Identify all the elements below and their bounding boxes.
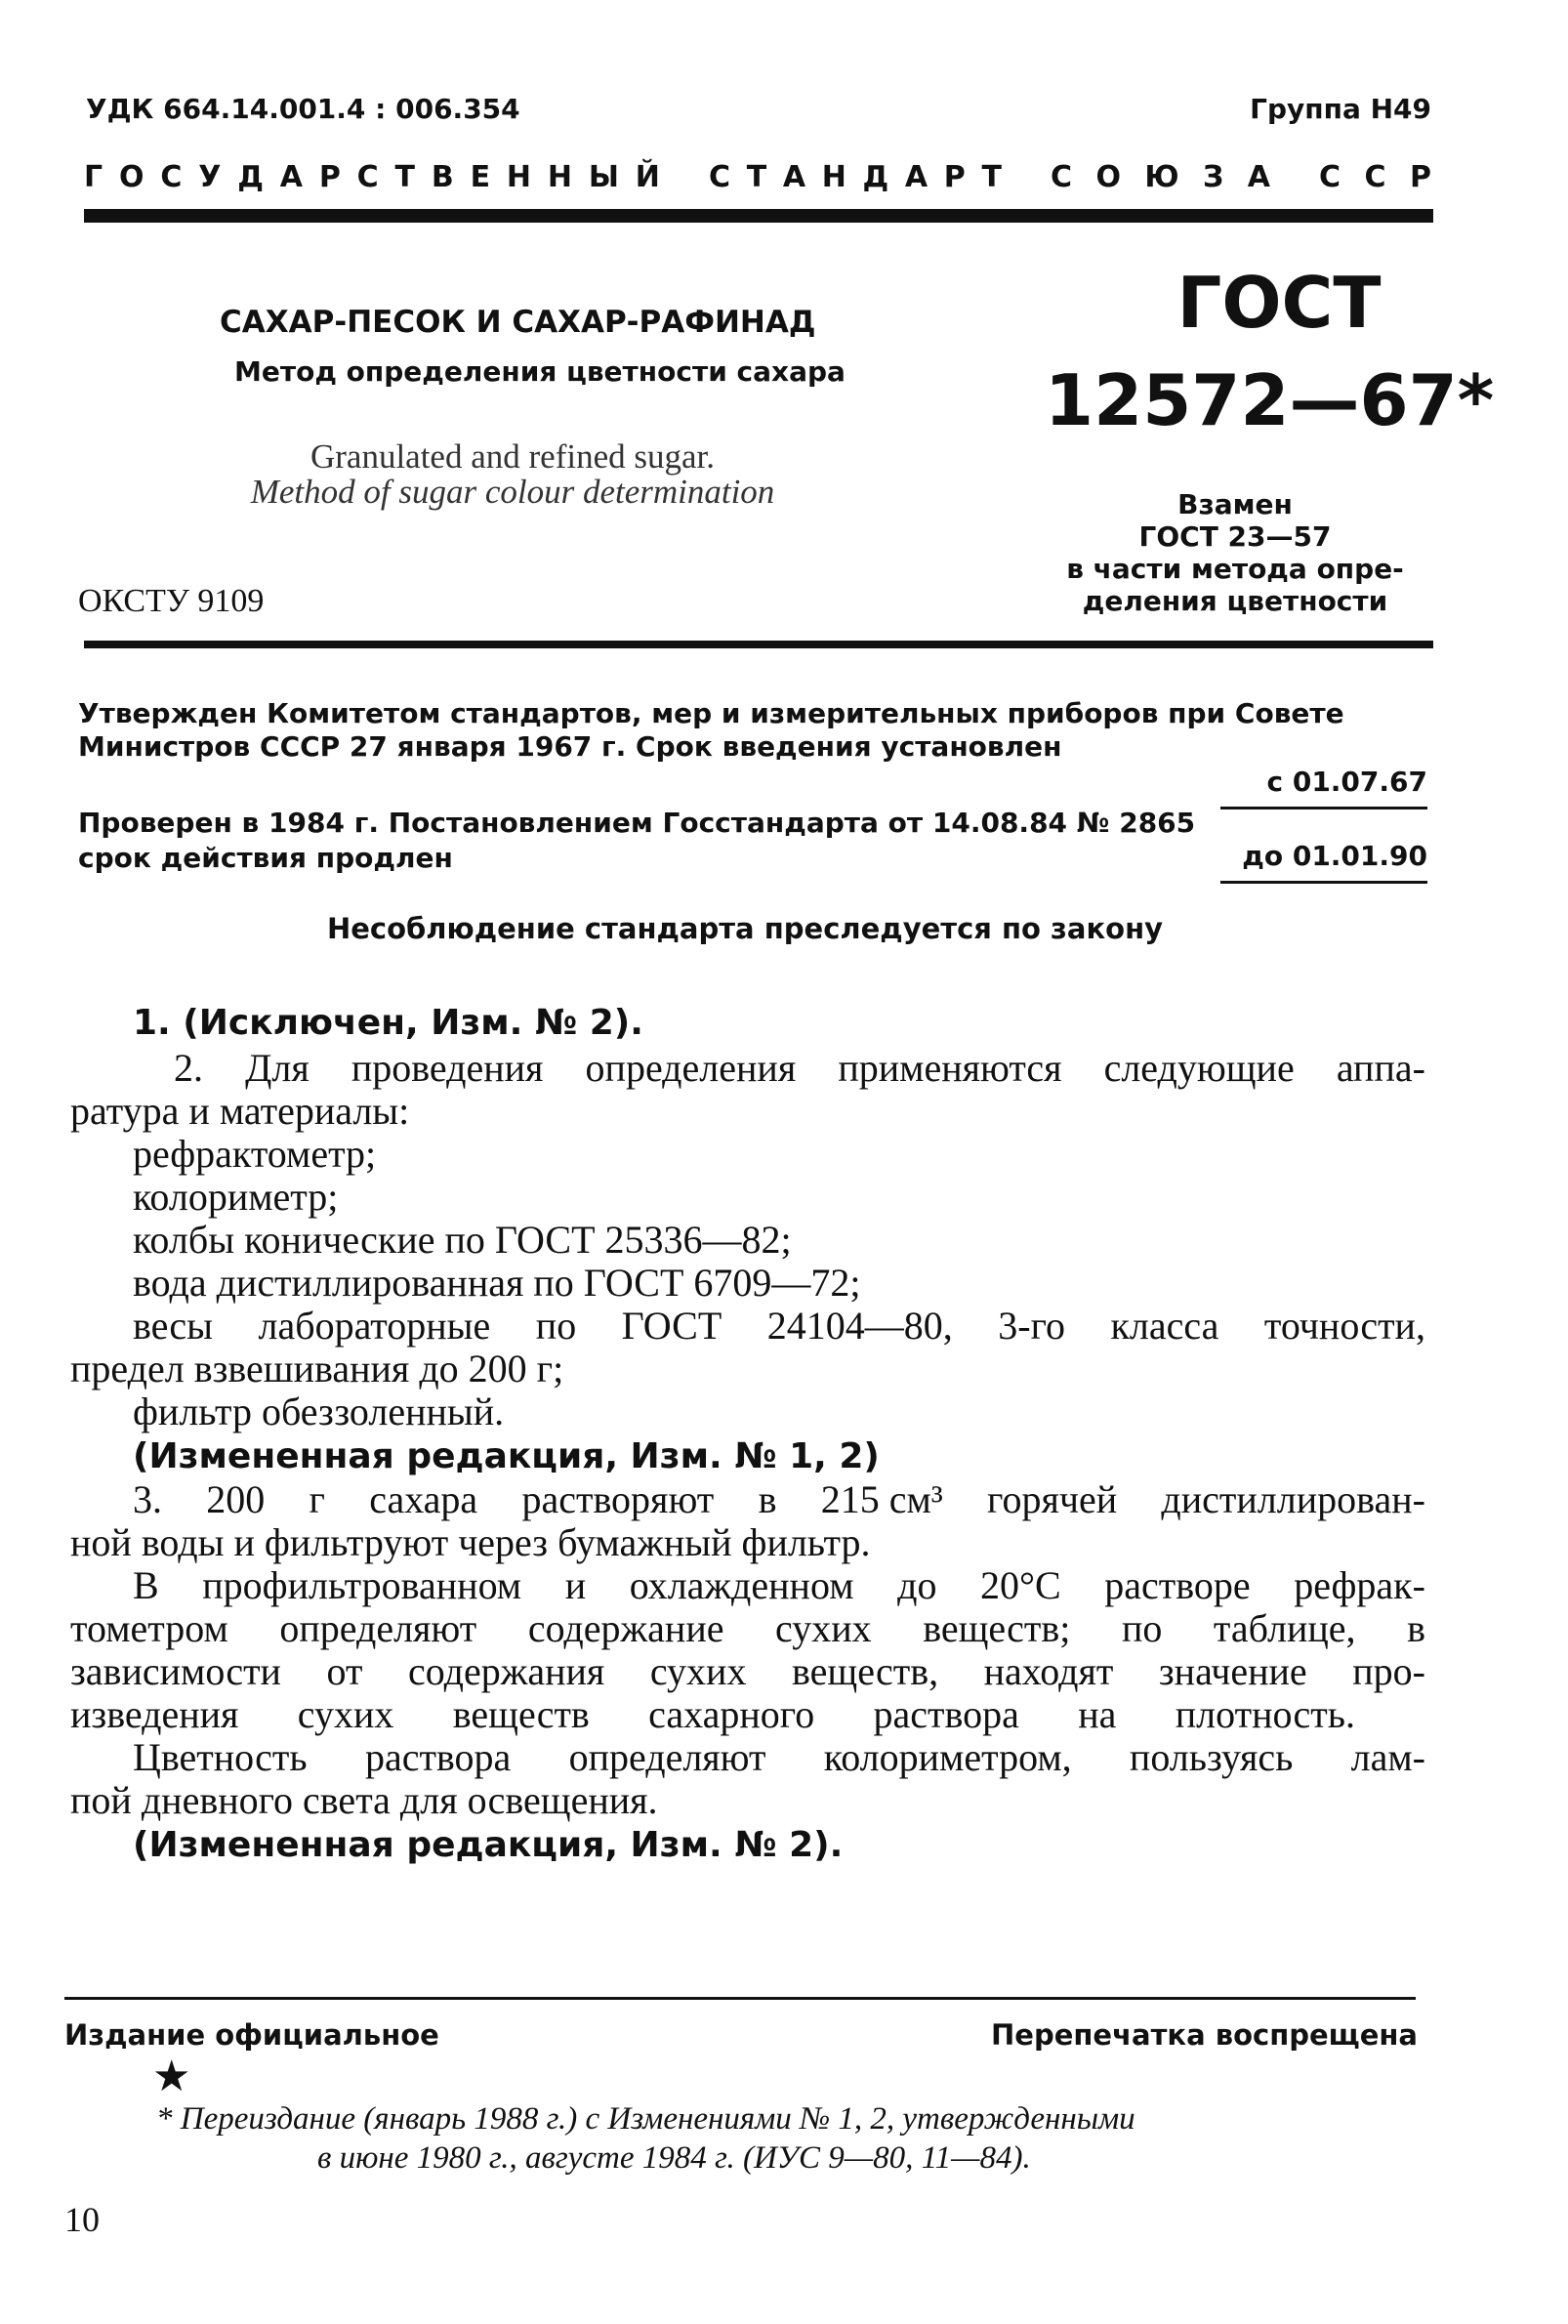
letter: Н bbox=[506, 160, 532, 194]
word: зависимости bbox=[70, 1649, 281, 1693]
word: аппа- bbox=[1336, 1046, 1425, 1090]
title-english: Granulated and refined sugar. bbox=[309, 437, 715, 476]
letter: А bbox=[782, 160, 806, 194]
equipment-item: колориметр; bbox=[133, 1175, 339, 1219]
letter: А bbox=[904, 160, 928, 194]
word: пользуясь bbox=[1129, 1735, 1294, 1779]
word: растворе bbox=[1104, 1563, 1251, 1607]
word: г bbox=[309, 1477, 325, 1521]
word: дистиллирован- bbox=[1161, 1477, 1425, 1521]
word: следующие bbox=[1103, 1046, 1295, 1090]
replaces-line: деления цветности bbox=[1082, 585, 1388, 617]
word: определяют bbox=[568, 1735, 766, 1779]
subtitle-english: Method of sugar colour determination bbox=[250, 473, 775, 511]
letter: Т bbox=[394, 160, 415, 194]
heading-word-1 bbox=[84, 160, 660, 194]
scales-line-1 bbox=[133, 1305, 1425, 1348]
word: точности, bbox=[1263, 1304, 1425, 1348]
replaces-line: ГОСТ 23—57 bbox=[1138, 520, 1332, 553]
word: содержания bbox=[407, 1649, 605, 1693]
letter: Ю bbox=[1144, 160, 1179, 194]
word: таблице, bbox=[1213, 1606, 1356, 1650]
word: Цветность bbox=[133, 1735, 308, 1779]
word: применяются bbox=[838, 1046, 1062, 1090]
word: веществ; bbox=[923, 1606, 1071, 1650]
word: 215 см³ bbox=[820, 1477, 943, 1521]
state-standard-heading bbox=[84, 160, 1431, 194]
word: в bbox=[1407, 1606, 1425, 1650]
word: класса bbox=[1110, 1304, 1219, 1348]
word: до bbox=[897, 1563, 937, 1607]
word: по bbox=[535, 1304, 577, 1348]
gost-number: 12572—67* bbox=[1045, 359, 1495, 441]
approval-line-1: Утвержден Комитетом стандартов, мер и измерительных приборов при Совете bbox=[78, 697, 1344, 729]
replaces-line: в части метода опре- bbox=[1066, 553, 1404, 585]
paragraph-5-line-2: пой дневного света для освещения. bbox=[70, 1778, 658, 1822]
reprint-prohibited-label: Перепечатка воспрещена bbox=[991, 2018, 1418, 2052]
letter: О bbox=[1095, 160, 1121, 194]
paragraph-2-line-1 bbox=[174, 1047, 1425, 1090]
word: находят bbox=[983, 1649, 1114, 1693]
letter: Ы bbox=[588, 160, 619, 194]
word: изведения bbox=[70, 1692, 239, 1736]
word: весы bbox=[133, 1304, 214, 1348]
paragraph-5-line-1 bbox=[133, 1736, 1425, 1779]
footer-rule bbox=[64, 1997, 1416, 2000]
replaces-note bbox=[1035, 488, 1435, 617]
letter: Т bbox=[981, 160, 1002, 194]
word: тометром bbox=[70, 1606, 228, 1650]
title-bottom-rule bbox=[84, 641, 1433, 648]
equipment-item: вода дистиллированная по ГОСТ 6709—72; bbox=[133, 1261, 861, 1305]
word: 24104—80, bbox=[766, 1304, 953, 1348]
word: охлажденном bbox=[629, 1563, 854, 1607]
letter: А bbox=[279, 160, 303, 194]
equipment-item-filter: фильтр обеззоленный. bbox=[133, 1390, 505, 1433]
letter: О bbox=[118, 160, 144, 194]
letter: А bbox=[1247, 160, 1270, 194]
letter: У bbox=[198, 160, 222, 194]
letter: Р bbox=[1410, 160, 1431, 194]
letter: Д bbox=[237, 160, 264, 194]
word: определяют bbox=[279, 1606, 477, 1650]
word: 20°С bbox=[980, 1563, 1061, 1607]
word: профильтрованном bbox=[202, 1563, 522, 1607]
word: колориметром, bbox=[823, 1735, 1072, 1779]
gost-label: ГОСТ bbox=[1176, 262, 1382, 344]
letter: С bbox=[160, 160, 183, 194]
word: сухих bbox=[775, 1606, 872, 1650]
equipment-item: колбы конические по ГОСТ 25336—82; bbox=[133, 1218, 792, 1262]
word: раствора bbox=[364, 1735, 512, 1779]
amendment-note-2: (Измененная редакция, Изм. № 2). bbox=[133, 1825, 844, 1865]
paragraph-4-line-1 bbox=[133, 1564, 1425, 1607]
letter: С bbox=[709, 160, 731, 194]
amendment-note-1: (Измененная редакция, Изм. № 1, 2) bbox=[133, 1436, 880, 1476]
letter: С bbox=[1051, 160, 1073, 194]
letter: С bbox=[1364, 160, 1386, 194]
word: проведения bbox=[351, 1046, 544, 1090]
word: на bbox=[1078, 1692, 1117, 1736]
word: В bbox=[133, 1563, 159, 1607]
word: и bbox=[564, 1563, 587, 1607]
official-edition-label: Издание официальное bbox=[64, 2018, 439, 2052]
header-thick-rule bbox=[84, 209, 1433, 223]
effective-date: с 01.07.67 bbox=[1220, 766, 1427, 809]
word: плотность. bbox=[1175, 1692, 1355, 1736]
paragraph-3-line-2: ной воды и фильтруют через бумажный фильтр. bbox=[70, 1520, 871, 1564]
word: веществ, bbox=[792, 1649, 939, 1693]
star-icon: ★ bbox=[152, 2053, 191, 2100]
paragraph-4-line-4 bbox=[70, 1693, 1355, 1736]
word: содержание bbox=[527, 1606, 724, 1650]
word: 3. bbox=[133, 1477, 162, 1521]
scales-line-2: предел взвешивания до 200 г; bbox=[70, 1347, 564, 1390]
footnote-line-2: в июне 1980 г., августе 1984 г. (ИУС 9—80, 11—84). bbox=[317, 2140, 1031, 2176]
word: значение bbox=[1158, 1649, 1307, 1693]
letter: Н bbox=[821, 160, 846, 194]
paragraph-3-line-1 bbox=[133, 1478, 1425, 1521]
letter: С bbox=[356, 160, 379, 194]
group-code: Группа Н49 bbox=[1250, 93, 1431, 125]
letter: В bbox=[431, 160, 454, 194]
word: лабораторные bbox=[258, 1304, 491, 1348]
word: рефрак- bbox=[1294, 1563, 1425, 1607]
heading-word-3 bbox=[1051, 160, 1270, 194]
subtitle-russian: Метод определения цветности сахара bbox=[234, 355, 846, 388]
word: сахарного bbox=[648, 1692, 815, 1736]
word: по bbox=[1121, 1606, 1163, 1650]
word: растворяют bbox=[521, 1477, 715, 1521]
oksty-code: ОКСТУ 9109 bbox=[78, 583, 265, 619]
word: сухих bbox=[297, 1692, 394, 1736]
heading-word-2 bbox=[709, 160, 1002, 194]
letter: Е bbox=[470, 160, 491, 194]
letter: Н bbox=[547, 160, 572, 194]
word: ГОСТ bbox=[621, 1304, 722, 1348]
word: веществ bbox=[452, 1692, 590, 1736]
letter: Т bbox=[746, 160, 767, 194]
check-line-2: срок действия продлен bbox=[78, 842, 453, 874]
paragraph-4-line-2 bbox=[70, 1607, 1425, 1650]
word: лам- bbox=[1350, 1735, 1425, 1779]
page-number: 10 bbox=[64, 2200, 100, 2239]
letter: Й bbox=[635, 160, 660, 194]
paragraph-2-line-2: ратура и материалы: bbox=[70, 1089, 410, 1133]
word: 2. bbox=[174, 1046, 203, 1090]
replaces-line: Взамен bbox=[1177, 488, 1293, 520]
heading-word-4 bbox=[1319, 160, 1431, 194]
word: сухих bbox=[649, 1649, 747, 1693]
title-russian: САХАР-ПЕСОК И САХАР-РАФИНАД bbox=[220, 305, 816, 340]
word: определения bbox=[585, 1046, 797, 1090]
word: в bbox=[758, 1477, 777, 1521]
word: 200 bbox=[206, 1477, 266, 1521]
word: про- bbox=[1352, 1649, 1425, 1693]
udk-code: УДК 664.14.001.4 : 006.354 bbox=[86, 93, 520, 125]
letter: З bbox=[1203, 160, 1224, 194]
word: Для bbox=[245, 1046, 309, 1090]
letter: Р bbox=[318, 160, 341, 194]
paragraph-1: 1. (Исключен, Изм. № 2). bbox=[133, 1003, 643, 1043]
paragraph-4-line-3 bbox=[70, 1650, 1425, 1693]
approval-line-2: Министров СССР 27 января 1967 г. Срок введения установлен bbox=[78, 730, 1062, 763]
noncompliance-notice: Несоблюдение стандарта преследуется по закону bbox=[326, 912, 1164, 945]
word: от bbox=[326, 1649, 363, 1693]
word: сахара bbox=[369, 1477, 478, 1521]
letter: Р bbox=[943, 160, 966, 194]
word: 3-го bbox=[998, 1304, 1065, 1348]
word: раствора bbox=[873, 1692, 1019, 1736]
letter: Г bbox=[84, 160, 103, 194]
check-line-1: Проверен в 1984 г. Постановлением Госстандарта от 14.08.84 № 2865 bbox=[78, 807, 1196, 839]
letter: С bbox=[1319, 160, 1341, 194]
equipment-item: рефрактометр; bbox=[133, 1132, 377, 1176]
extended-date: до 01.01.90 bbox=[1220, 840, 1427, 884]
footnote-line-1: * Переиздание (январь 1988 г.) с Изменениями № 1, 2, утвержденными bbox=[156, 2101, 1135, 2137]
word: горячей bbox=[987, 1477, 1118, 1521]
letter: Д bbox=[862, 160, 889, 194]
